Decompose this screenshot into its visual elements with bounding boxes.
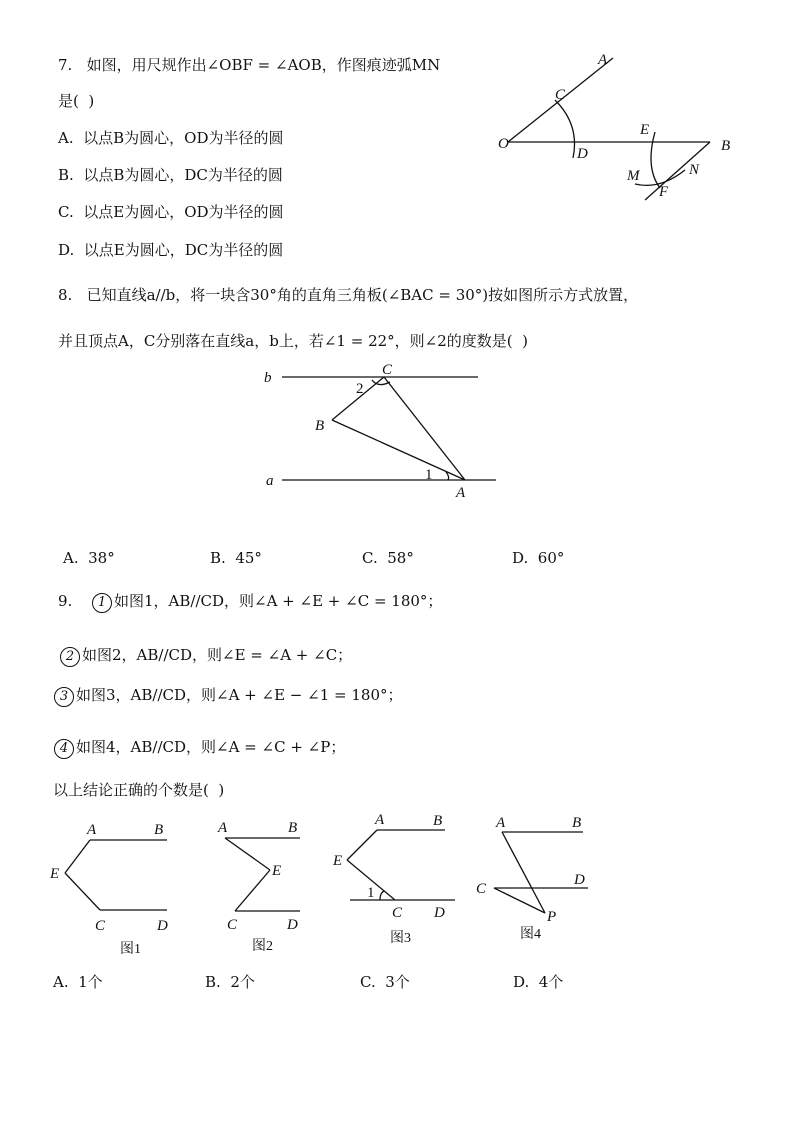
ray-bf bbox=[645, 142, 710, 200]
label-a: a bbox=[266, 473, 274, 489]
label-c: C bbox=[227, 917, 238, 933]
circled-2: 2 bbox=[60, 647, 80, 667]
label-p: P bbox=[547, 909, 557, 925]
q9-figure-2 bbox=[215, 815, 315, 960]
q7-figure bbox=[495, 50, 745, 205]
label-d: D bbox=[577, 146, 588, 162]
q8-option-a: A. 38° bbox=[63, 549, 115, 567]
statement-2-text: 如图2，AB//CD，则∠E = ∠A + ∠C； bbox=[82, 646, 353, 664]
side-ba bbox=[332, 420, 465, 480]
q8-option-c: C. 58° bbox=[362, 549, 414, 567]
label-n: N bbox=[689, 162, 700, 178]
label-c: C bbox=[392, 905, 403, 921]
label-d: D bbox=[574, 872, 585, 888]
label-b: b bbox=[264, 370, 272, 386]
line-ec bbox=[235, 870, 270, 911]
angle-1-arc bbox=[380, 891, 384, 900]
label-c: C bbox=[555, 87, 566, 103]
statement-1-text: 如图1，AB//CD，则∠A + ∠E + ∠C = 180°； bbox=[114, 592, 443, 610]
line-cp bbox=[494, 888, 545, 913]
label-a: A bbox=[375, 812, 385, 828]
label-b: B bbox=[433, 813, 443, 829]
label-a: A bbox=[598, 52, 608, 68]
q8-stem-line1: 8. 已知直线a//b，将一块含30°角的直角三角板(∠BAC = 30°)按如图所示方式放置， bbox=[58, 286, 639, 304]
q7-option-c: C. 以点E为圆心，OD为半径的圆 bbox=[58, 203, 284, 221]
label-e: E bbox=[640, 122, 650, 138]
q9-number: 9. bbox=[58, 592, 73, 610]
label-b: B bbox=[572, 815, 582, 831]
label-e: E bbox=[50, 866, 60, 882]
q9-option-c: C. 3个 bbox=[360, 973, 410, 991]
circled-4: 4 bbox=[54, 739, 74, 759]
q7-option-d: D. 以点E为圆心，DC为半径的圆 bbox=[58, 241, 284, 259]
q9-statement-3 bbox=[54, 685, 403, 707]
label-a-vertex: A bbox=[456, 485, 466, 501]
q8-option-b: B. 45° bbox=[210, 549, 262, 567]
angle-1-arc bbox=[446, 472, 449, 480]
label-b: B bbox=[154, 822, 164, 838]
line-ae bbox=[347, 830, 377, 860]
q7-stem-line1: 7. 如图，用尺规作出∠OBF = ∠AOB，作图痕迹弧MN bbox=[58, 56, 441, 74]
side-ca bbox=[384, 377, 465, 480]
q7-option-b: B. 以点B为圆心，DC为半径的圆 bbox=[58, 166, 283, 184]
q8-option-d: D. 60° bbox=[512, 549, 565, 567]
label-d: D bbox=[287, 917, 298, 933]
q7-option-a: A. 以点B为圆心，OD为半径的圆 bbox=[58, 129, 284, 147]
q9-statement-4 bbox=[54, 737, 345, 759]
q8-figure bbox=[260, 360, 510, 505]
line-ae bbox=[65, 840, 90, 873]
q7-stem-line2: 是( ) bbox=[58, 92, 95, 110]
caption-fig2: 图2 bbox=[252, 939, 273, 954]
label-a: A bbox=[496, 815, 506, 831]
circled-3: 3 bbox=[54, 687, 74, 707]
q9-figure-1 bbox=[45, 815, 185, 960]
q9-statement-1 bbox=[92, 591, 442, 613]
q9-option-d: D. 4个 bbox=[513, 973, 564, 991]
label-a: A bbox=[218, 820, 228, 836]
q9-option-a: A. 1个 bbox=[53, 973, 103, 991]
line-ae bbox=[225, 838, 270, 870]
label-m: M bbox=[627, 168, 640, 184]
q9-statement-2 bbox=[60, 645, 352, 667]
caption-fig1: 图1 bbox=[120, 942, 141, 957]
label-c: C bbox=[95, 918, 106, 934]
arc-e bbox=[651, 132, 660, 188]
line-ec bbox=[65, 873, 100, 910]
q9-prompt: 以上结论正确的个数是( ) bbox=[53, 781, 225, 799]
q9-figure-4 bbox=[470, 810, 600, 955]
statement-3-text: 如图3，AB//CD，则∠A + ∠E − ∠1 = 180°； bbox=[76, 686, 403, 704]
q9-option-b: B. 2个 bbox=[205, 973, 255, 991]
label-c: C bbox=[382, 362, 393, 378]
label-b: B bbox=[721, 138, 731, 154]
label-b-vertex: B bbox=[315, 418, 325, 434]
caption-fig3: 图3 bbox=[390, 931, 411, 946]
label-o: O bbox=[498, 136, 509, 152]
line-ap bbox=[502, 832, 545, 913]
label-a: A bbox=[87, 822, 97, 838]
label-angle-2: 2 bbox=[356, 381, 364, 397]
label-b: B bbox=[288, 820, 298, 836]
label-angle-1: 1 bbox=[425, 467, 433, 483]
label-d: D bbox=[434, 905, 445, 921]
arc-cd bbox=[555, 100, 575, 158]
statement-4-text: 如图4，AB//CD，则∠A = ∠C + ∠P； bbox=[76, 738, 346, 756]
label-e: E bbox=[272, 863, 282, 879]
label-angle-1: 1 bbox=[367, 885, 375, 901]
label-d: D bbox=[157, 918, 168, 934]
label-c: C bbox=[476, 881, 487, 897]
q9-figure-3 bbox=[330, 810, 460, 955]
caption-fig4: 图4 bbox=[520, 927, 541, 942]
circled-1: 1 bbox=[92, 593, 112, 613]
label-e: E bbox=[333, 853, 343, 869]
label-f: F bbox=[659, 184, 669, 200]
q8-stem-line2: 并且顶点A，C分别落在直线a，b上，若∠1 = 22°，则∠2的度数是( ) bbox=[58, 332, 529, 350]
